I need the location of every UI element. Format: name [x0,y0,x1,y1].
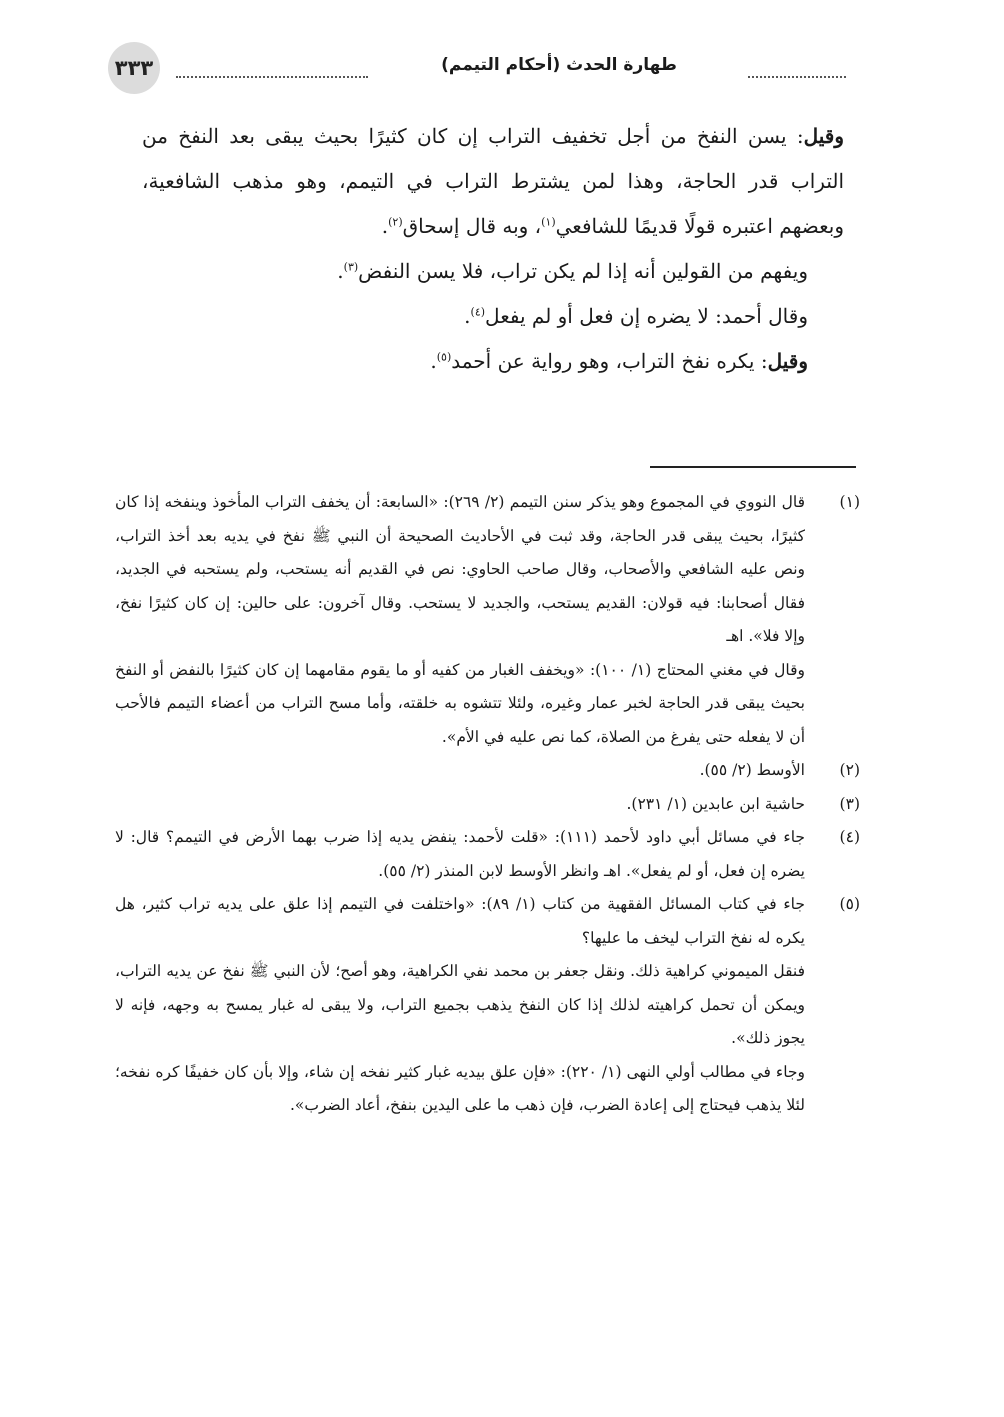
footnote-body [115,821,805,888]
paragraph-text: : يكره نفخ التراب، وهو رواية عن أحمد [451,349,768,373]
paragraph-text: ، وبه قال إسحاق [402,214,542,238]
footnote-number: (١) [839,493,860,511]
paragraph-text: : يسن النفخ من أجل تخفيف التراب إن كان كثيرًا بحيث يبقى بعد النفخ من التراب قدر الحاجة، وهذا لمن يشترط التراب في التيمم، وهو مذهب الشافعية، وبعضهم اعتبره قولًا قديمًا للشافعي [142,124,845,238]
main-text [142,114,844,384]
footnote-paragraph: فنقل الميموني كراهية ذلك. ونقل جعفر بن محمد نفي الكراهية، وهو أصح؛ لأن النبي ﷺ نفخ عن يديه التراب، ويمكن أن تحمل كراهيته لذلك إذا كان النفخ يذهب بجميع التراب، ولا يبقى له غبار يمسح به وجهه، فإنه لا يجوز ذلك». [115,962,805,1047]
footnote-body [115,788,805,822]
footnote-paragraph: قال النووي في المجموع وهو يذكر سنن التيمم (٢/ ٢٦٩): «السابعة: أن يخفف التراب المأخوذ وينفخه إذا كان كثيرًا، بحيث يبقى قدر الحاجة، وقد ثبت في الأحاديث الصحيحة أن النبي ﷺ نفخ في يديه بعد أخذ التراب، ونص عليه الشافعي والأصحاب، وقال صاحب الحاوي: نص في القديم أنه يستحب، ولم يستحبه في الجديد، فقال أصحابنا: فيه قولان: القديم يستحب، والجديد لا يستحب. وقال آخرون: على حالين: إن كان كثيرًا نفخ، وإلا فلا». اهـ [115,493,805,645]
main-paragraph-3 [142,294,844,339]
footnote-number: (٥) [839,895,860,913]
footnote-2 [115,754,860,788]
paragraph-end: . [381,214,389,238]
footnote-paragraph: وقال في مغني المحتاج (١/ ١٠٠): «ويخفف الغبار من كفيه أو ما يقوم مقامهما إن كان كثيرًا بالنفض أو النفخ بحيث يبقى قدر الحاجة لخبر عمار وغيره، ولئلا تتشوه به خلقته، وأما مسح التراب من أعضاء التيمم فالأحب أن لا يفعله حتى يفرغ من الصلاة، كما نص عليه في الأم». [115,660,806,746]
main-paragraph-2 [142,249,844,294]
footnote-3 [115,788,860,822]
footnote-paragraph: حاشية ابن عابدين (١/ ٢٣١). [626,794,805,813]
header-dotted-leader-left [176,76,368,78]
footnote-paragraph: الأوسط (٢/ ٥٥). [699,761,805,779]
page-number: ٣٣٣ [108,42,160,94]
footnote-number: (٢) [839,761,860,779]
main-paragraph-4 [142,339,844,384]
paragraph-text: ويفهم من القولين أنه إذا لم يكن تراب، فلا يسن النفض [358,259,808,283]
footnote-ref-4[interactable]: (٤) [470,305,486,319]
footnote-ref-2[interactable]: (٢) [388,215,403,229]
footnote-4 [115,821,860,888]
footnote-ref-1[interactable]: (١) [541,215,556,229]
page-header [108,42,846,94]
main-paragraph-1 [142,114,844,249]
said-lead-word: وقيل [767,349,808,373]
running-title: طهارة الحدث (أحكام التيمم) [441,55,677,75]
footnote-1 [115,486,860,754]
footnote-body [115,754,805,788]
footnote-ref-3[interactable]: (٣) [343,260,359,274]
footnote-number: (٣) [839,794,860,813]
paragraph-end: . [430,349,437,373]
footnote-5 [115,888,860,1123]
footnotes [115,486,860,1123]
footnote-body [115,486,805,754]
paragraph-text: وقال أحمد: لا يضره إن فعل أو لم يفعل [485,304,808,328]
said-lead-word: وقيل [803,124,844,148]
footnote-paragraph: وجاء في مطالب أولي النهى (١/ ٢٢٠): «فإن علق بيديه غبار كثير نفخه إن شاء، وإلا بأن كان خفيفًا كره نفخه؛ لئلا يذهب فيحتاج إلى إعادة الضرب، فإن ذهب ما على اليدين بنفخ، أعاد الضرب». [115,1062,805,1114]
footnote-separator [650,466,856,468]
footnote-ref-5[interactable]: (٥) [436,350,452,364]
footnote-body [115,888,805,1123]
paragraph-end: . [464,304,471,328]
paragraph-end: . [337,259,344,283]
footnote-paragraph: جاء في كتاب المسائل الفقهية من كتاب (١/ ٨٩): «واختلفت في التيمم إذا علق على يديه تراب كثير، هل يكره له نفخ التراب ليخف ما عليها؟ [115,895,805,947]
footnote-number: (٤) [839,828,860,846]
footnote-paragraph: جاء في مسائل أبي داود لأحمد (١١١): «قلت لأحمد: ينفض يديه إذا ضرب بهما الأرض في التيمم؟ قال: لا يضره إن فعل، أو لم يفعل». اهـ وانظر الأوسط لابن المنذر (٢/ ٥٥). [115,828,806,880]
header-dotted-leader-right [748,76,846,78]
